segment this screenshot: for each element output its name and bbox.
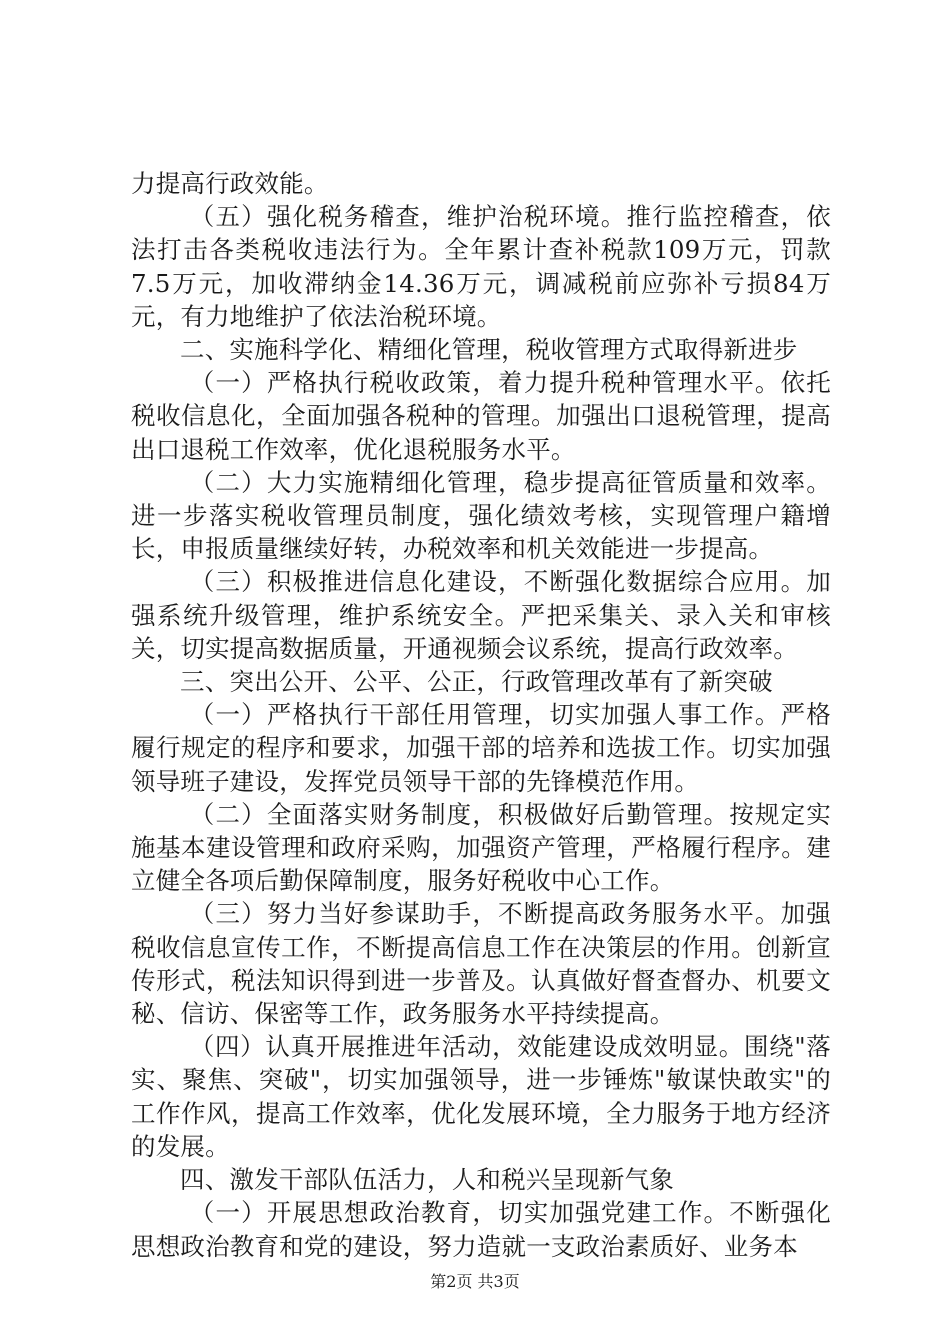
paragraph-item-2-refined-management: （二）大力实施精细化管理，稳步提高征管质量和效率。进一步落实税收管理员制度，强化绩效考核，实现管理户籍增长，申报质量继续好转，办税效率和机关效能进一步提高。: [131, 467, 831, 564]
document-body: [131, 167, 831, 1263]
section-heading-3: 三、突出公开、公平、公正，行政管理改革有了新突破: [180, 667, 773, 697]
page-footer: [0, 1272, 950, 1292]
paragraph-continuation: 力提高行政效能。: [131, 169, 329, 198]
paragraph-item-2-finance: （二）全面落实财务制度，积极做好后勤管理。按规定实施基本建设管理和政府采购，加强资产管理，严格履行程序。建立健全各项后勤保障制度，服务好税收中心工作。: [131, 799, 831, 896]
paragraph-item-1-personnel: （一）严格执行干部任用管理，切实加强人事工作。严格履行规定的程序和要求，加强干部的培养和选拔工作。切实加强领导班子建设，发挥党员领导干部的先锋模范作用。: [131, 700, 831, 796]
paragraph-item-4-efficiency: （四）认真开展推进年活动，效能建设成效明显。围绕"落实、聚焦、突破"，切实加强领导，进一步锤炼"敏谋快敢实"的工作作风，提高工作效率，优化发展环境，全力服务于地方经济的发展。: [131, 1032, 831, 1161]
paragraph-item-1-political-education: （一）开展思想政治教育，切实加强党建工作。不断强化思想政治教育和党的建设，努力造就一支政治素质好、业务本: [131, 1198, 831, 1261]
paragraph-item-5-tax-inspection: （五）强化税务稽查，维护治税环境。推行监控稽查，依法打击各类税收违法行为。全年累计查补税款109万元，罚款7.5万元，加收滞纳金14.36万元，调减税前应弥补亏损84万元，有力地维护了依法治税环境。: [131, 202, 831, 331]
page-number-label: 第2页 共3页: [430, 1272, 520, 1291]
section-heading-2: 二、实施科学化、精细化管理，税收管理方式取得新进步: [180, 335, 798, 365]
paragraph-item-3-informatization: （三）积极推进信息化建设，不断强化数据综合应用。加强系统升级管理，维护系统安全。严把采集关、录入关和审核关，切实提高数据质量，开通视频会议系统，提高行政效率。: [131, 567, 831, 663]
section-heading-4: 四、激发干部队伍活力，人和税兴呈现新气象: [180, 1165, 674, 1195]
paragraph-item-1-tax-policy: （一）严格执行税收政策，着力提升税种管理水平。依托税收信息化，全面加强各税种的管理。加强出口退税管理，提高出口退税工作效率，优化退税服务水平。: [131, 368, 831, 464]
paragraph-item-3-government-service: （三）努力当好参谋助手，不断提高政务服务水平。加强税收信息宣传工作，不断提高信息工作在决策层的作用。创新宣传形式，税法知识得到进一步普及。认真做好督查督办、机要文秘、信访、保密等工作，政务服务水平持续提高。: [131, 899, 831, 1029]
